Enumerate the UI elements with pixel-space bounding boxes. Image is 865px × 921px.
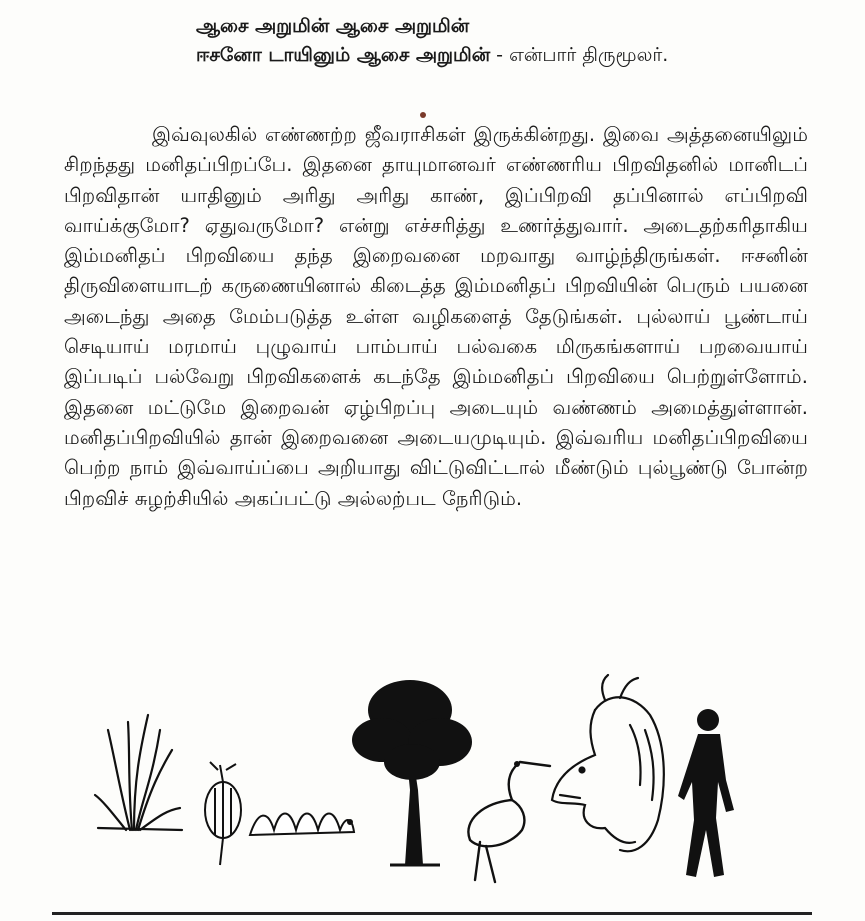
verse-block: [196, 12, 668, 70]
tree-icon: [352, 680, 472, 865]
worm-icon: [250, 814, 354, 836]
sprout-icon: [205, 762, 241, 865]
heron-icon: [468, 762, 550, 882]
evolution-illustration: [90, 670, 770, 900]
body-paragraph: இவ்வுலகில் எண்ணற்ற ஜீவராசிகள் இருக்கின்றது. இவை அத்தனையிலும் சிறந்தது மனிதப்பிறப்பே. இதனை தாயுமானவர் எண்ணரிய பிறவிதனில் மானிடப் பிறவிதான் யாதினும் அரிது அரிது காண், இப்பிறவி தப்பினால் எப்பிறவி வாய்க்குமோ? ஏதுவருமோ? என்று எச்சரித்து உணர்த்துவார். அடைதற்கரிதாகிய இம்மனிதப் பிறவியை தந்த இறைவனை மறவாது வாழ்ந்திருங்கள். ஈசனின் திருவிளையாடற் கருணையினால் கிடைத்த இம்மனிதப் பிறவியின் பெரும் பயனை அடைந்து அதை மேம்படுத்த உள்ள வழிகளைத் தேடுங்கள். புல்லாய் பூண்டாய் செடியாய் மரமாய் புழுவாய் பாம்பாய் பல்வகை மிருகங்களாய் பறவையாய் இப்படிப் பல்வேறு பிறவிகளைக் கடந்தே இம்மனிதப் பிறவியை பெற்றுள்ளோம். இதனை மட்டுமே இறைவன் ஏழ்பிறப்பு அடையும் வண்ணம் அமைத்துள்ளான். மனிதப்பிறவியில் தான் இறைவனை அடையமுடியும். இவ்வரிய மனிதப்பிறவியை பெற்ற நாம் இவ்வாய்ப்பை அறியாது விட்டுவிட்டால் மீண்டும் புல்பூண்டு போன்ற பிறவிச் சுழற்சியில் அகப்பட்டு அல்லற்பட நேரிடும்.: [64, 123, 808, 510]
lion-icon: [552, 675, 664, 851]
ink-dot: [420, 112, 426, 118]
body-text: [64, 120, 808, 514]
verse-line-2: ஈசனோ டாயினும் ஆசை அறுமின்: [196, 44, 491, 66]
bottom-rule: [52, 912, 812, 915]
human-icon: [678, 709, 734, 877]
grass-icon: [95, 715, 182, 830]
verse-attribution: - என்பார் திருமூலர்.: [490, 44, 669, 66]
verse-line-1: ஆசை அறுமின் ஆசை அறுமின்: [196, 15, 470, 37]
